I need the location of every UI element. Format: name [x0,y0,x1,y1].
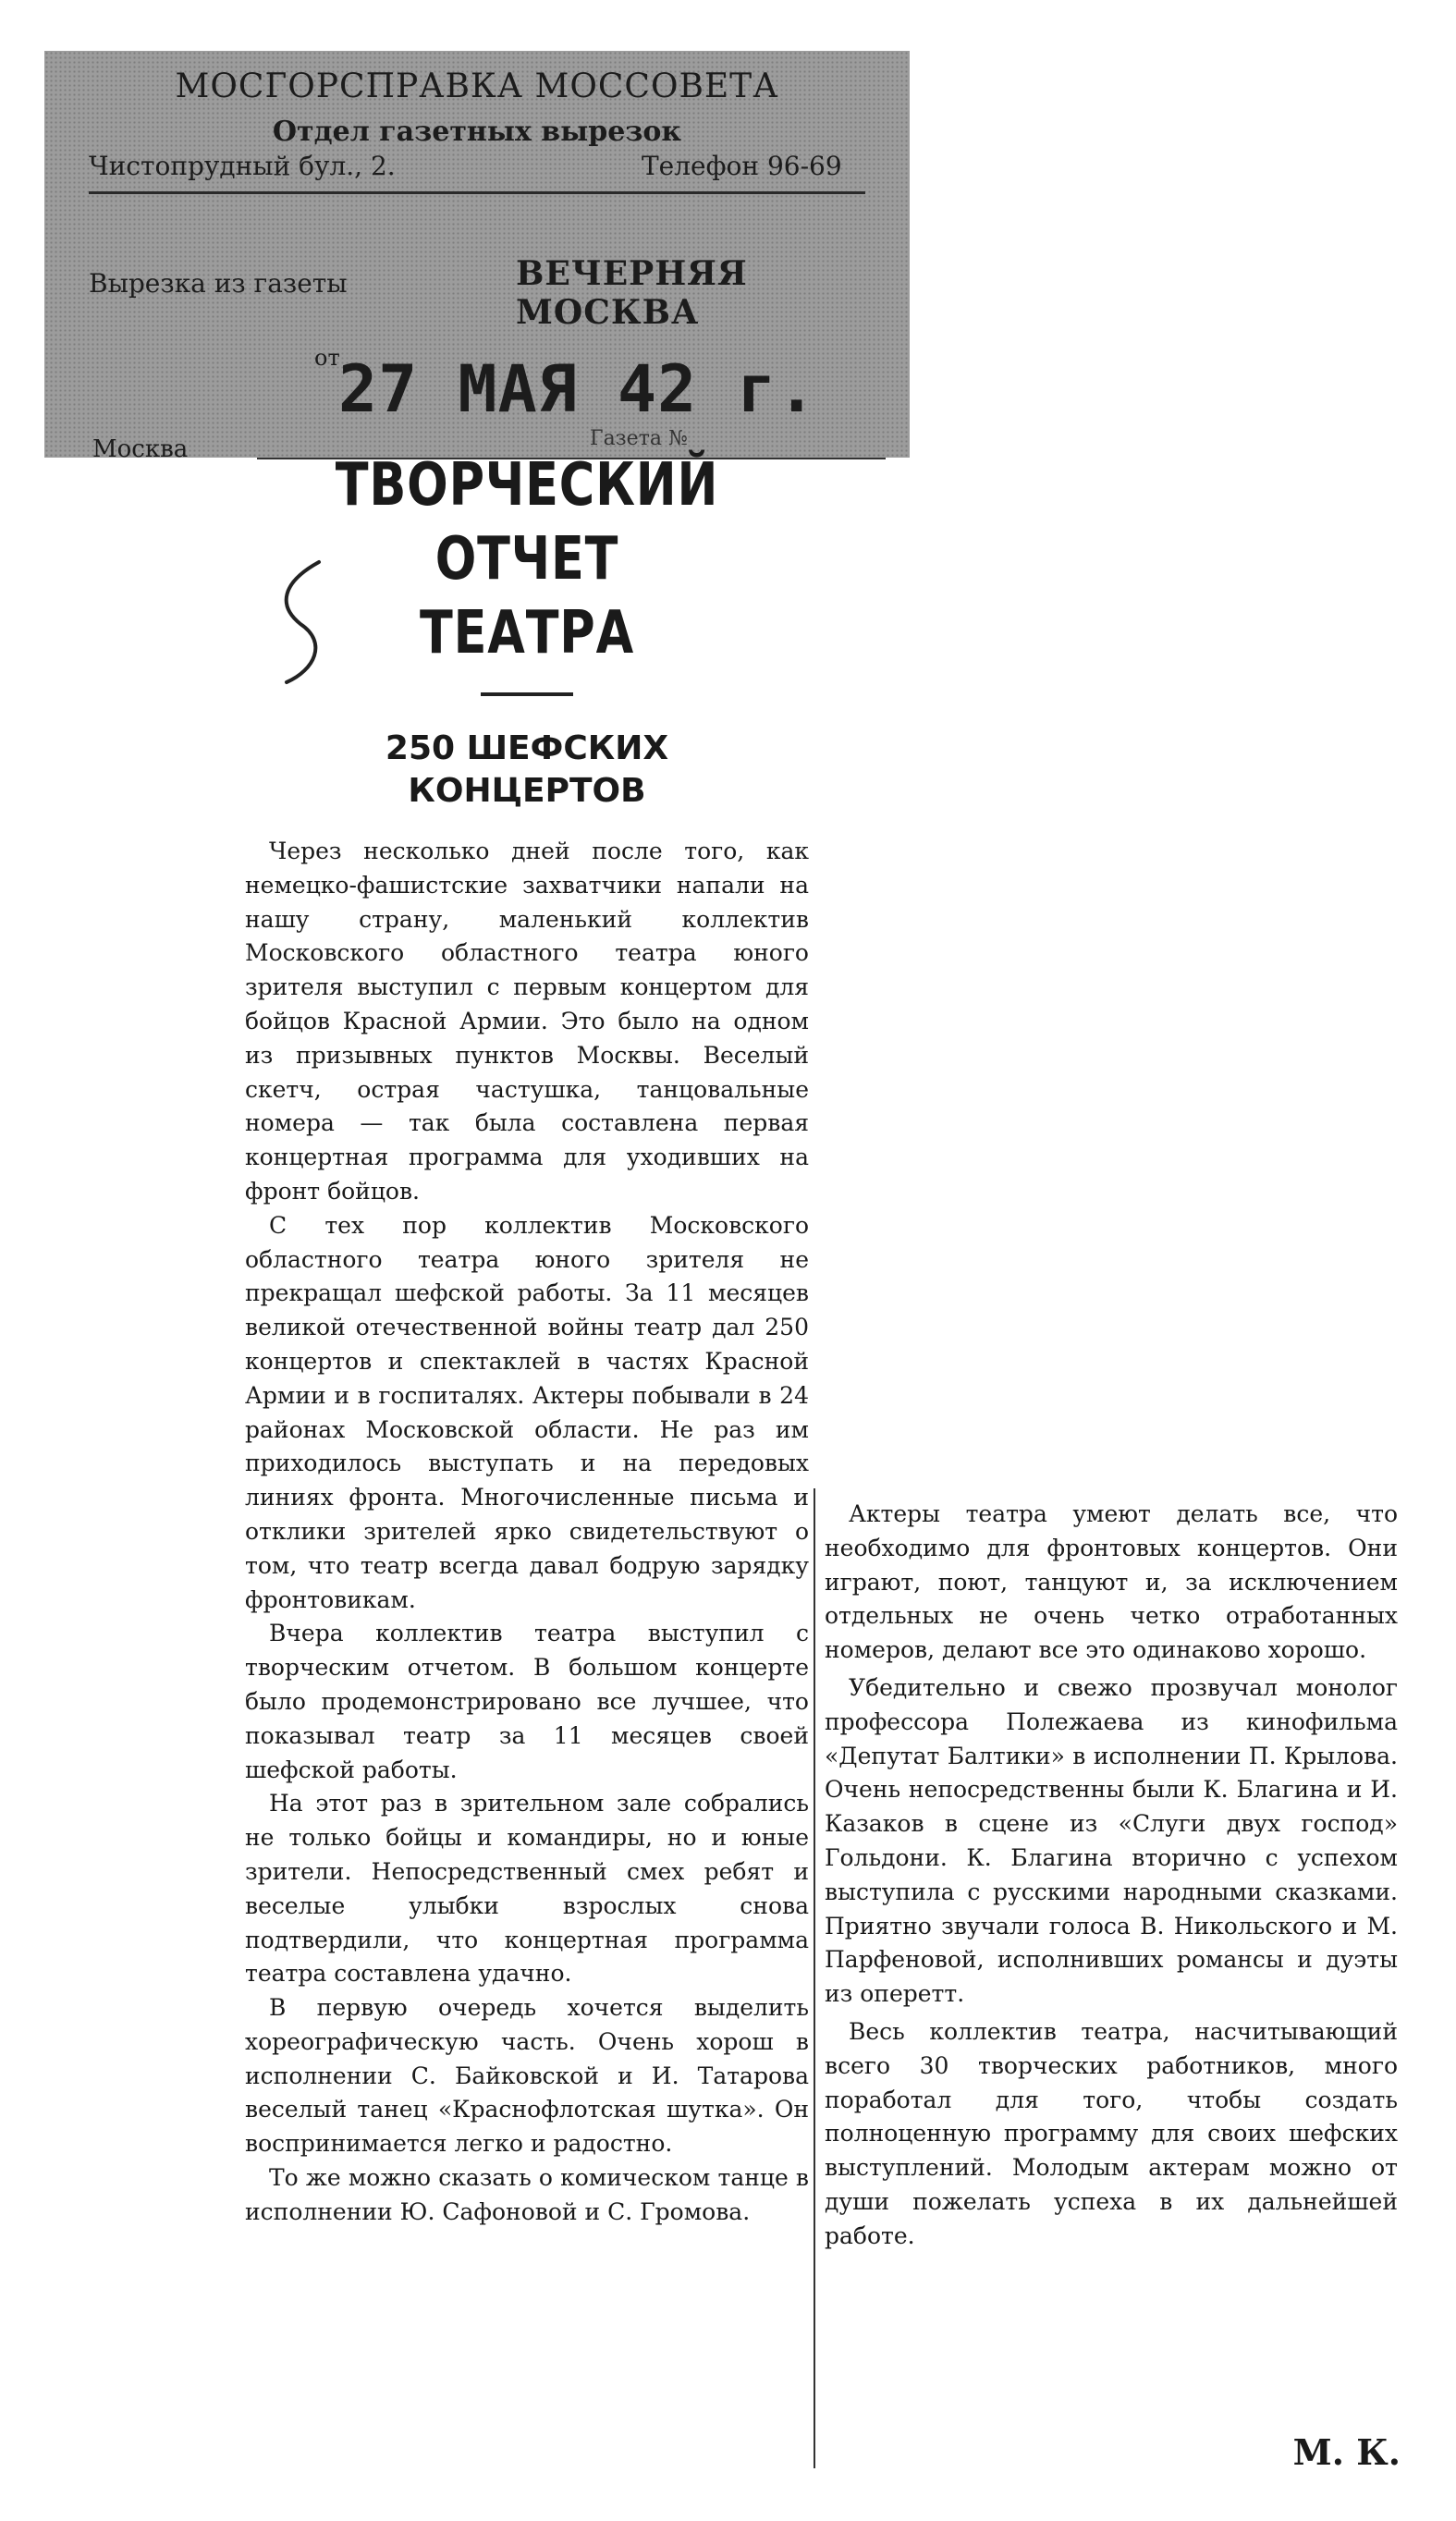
article-paragraph: Через несколько дней после того, как немецко-фашистские захватчики напали на нашу страну, маленький коллектив Московского областного театра юного зрителя выступил с первым концертом для бойцов Красной Армии. Это было на одном из призывных пунктов Москвы. Веселый скетч, острая частушка, танцовальные номера — так была составлена первая концертная программа для уходивших на фронт бойцов. [245,838,809,1205]
article-column-2 [825,1498,1398,2258]
stamp-phone: Телефон 96-69 [642,151,842,181]
column-divider [814,1488,815,2468]
article-signature: М. К. [1292,2431,1401,2473]
subheadline-line: 250 ШЕФСКИХ [385,729,669,767]
clipping-service-stamp [44,51,910,463]
article-paragraph: Убедительно и свежо прозвучал монолог профессора Полежаева из кинофильма «Депутат Балтики» в исполнении П. Крылова. Очень непосредственны были К. Благина и И. Казаков в сцене из «Слуги двух господ» Гольдони. К. Благина вторично с успехом выступила с русскими народными сказками. Приятно звучали голоса В. Никольского и М. Парфеновой, исполнивших романсы и дуэты из оперетт. [825,1673,1398,2008]
stamp-organization: МОСГОРСПРАВКА МОССОВЕТА [175,67,779,105]
article-paragraph: На этот раз в зрительном зале собрались не только бойцы и командиры, но и юные зрители. Непосредственный смех ребят и веселые улыбки взрослых снова подтвердили, что концертная программа театра составлена удачно. [245,1790,809,1988]
stamp-divider [89,191,865,194]
subheadline-line: КОНЦЕРТОВ [408,772,646,810]
article-paragraph: Вчера коллектив театра выступил с творческим отчетом. В большом концерте было продемонстрировано все лучшее, что показывал театр за 11 месяцев своей шефской работы. [245,1620,809,1783]
headline-line: ТВОРЧЕСКИЙ [335,451,719,520]
article-paragraph: Весь коллектив театра, насчитывающий всего 30 творческих работников, много поработал для того, чтобы создать полноценную программу для своих шефских выступлений. Молодым актерам можно от души пожелать успеха в их дальнейшей работе. [825,2017,1398,2249]
headline-divider [481,692,573,696]
article [245,448,809,2230]
stamp-city: Москва [92,435,189,463]
article-paragraph: То же можно сказать о комическом танце в исполнении Ю. Сафоновой и С. Громова. [245,2164,809,2225]
stamp-gazeta-number: Газета № [590,427,688,450]
article-paragraph: С тех пор коллектив Московского областного театра юного зрителя не прекращал шефской работы. За 11 месяцев великой отечественной войны театр дал 250 концертов и спектаклей в частях Красной Армии и в госпиталях. Актеры побывали в 24 районах Московской области. Не раз им приходилось выступать и на передовых линиях фронта. Многочисленные письма и отклики зрителей ярко свидетельствуют о том, что театр всегда давал бодрую зарядку фронтовикам. [245,1211,809,1613]
stamp-department: Отдел газетных вырезок [272,116,682,148]
stamp-clip-label: Вырезка из газеты [89,268,348,299]
article-subheadline [245,728,809,813]
article-paragraph: В первую очередь хочется выделить хореографическую часть. Очень хорош в исполнении С. Байковской и И. Татарова веселый танец «Краснофлотская шутка». Он воспринимается легко и радостно. [245,1994,809,2158]
article-paragraph: Актеры театра умеют делать все, что необходимо для фронтовых концертов. Они играют, поют, танцуют и, за исключением отдельных не очень четко отработанных номеров, делают все это одинаково хорошо. [825,1500,1398,1664]
headline-line: ТЕАТРА [419,599,635,667]
article-column-1 [245,835,809,2230]
stamp-date: 27 МАЯ 42 г. [338,351,817,427]
headline-line: ОТЧЕТ [434,525,619,594]
article-headline [296,448,758,670]
stamp-newspaper-name: ВЕЧЕРНЯЯ МОСКВА [516,254,748,332]
stamp-date-prefix: от [314,345,340,371]
stamp-address: Чистопрудный бул., 2. [89,151,396,181]
